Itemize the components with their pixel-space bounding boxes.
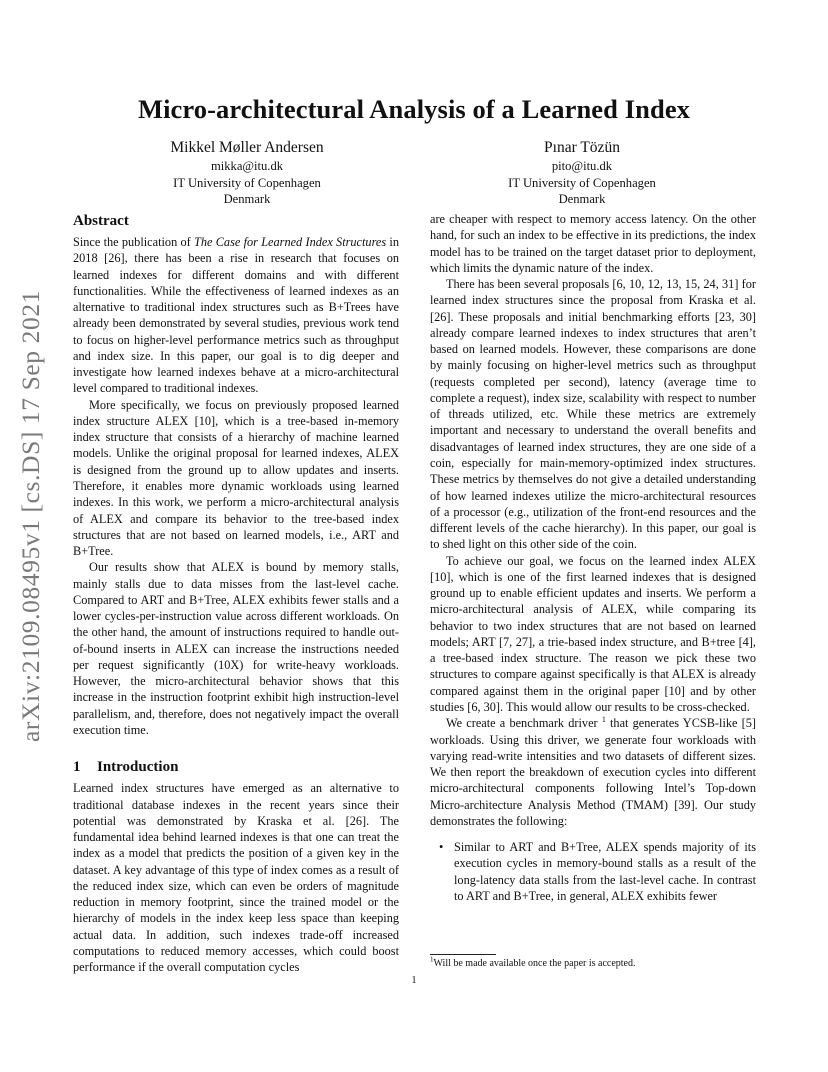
abstract-heading: Abstract [73, 213, 129, 229]
author-email: pito@itu.dk [551, 159, 613, 173]
abstract-paragraph-3: Our results show that ALEX is bound by memory stalls, mainly stalls due to data misses from the last-level cache. Compared to ART and B+Tree, ALEX exhibits fewer stalls and a lower cycles-per-instruction value across different workloads. On the other hand, the amount of instructions required to handle out-of-bound inserts in ALEX can increase the instructions needed per request significantly (10X) for write-heavy workloads. However, the micro-architectural behavior shows that this increase in the instruction footprint exhibit high instruction-level parallelism, and, therefore, does not negatively impact the overall execution time. [73, 560, 399, 737]
page-number: 1 [411, 975, 417, 986]
author-name: Mikkel Møller Andersen [170, 139, 324, 156]
intro-paragraph-1-continued: are cheaper with respect to memory access latency. On the other hand, for such an index to be effective in its predictions, the index model has to be trained on the target dataset prior to deployment, which limits the dynamic nature of the index. [430, 212, 756, 275]
list-item: • Similar to ART and B+Tree, ALEX spends majority of its execution cycles in memory-bound stalls as a result of the long-latency data stalls from the last-level cache. In contrast to ART and B+Tree, in general, ALEX exhibits fewer [439, 840, 756, 903]
intro-paragraph-4: We create a benchmark driver $^1$ that generates YCSB-like [5] workloads. Using this driver, we generate four workloads with varying read-write intensities and two datasets of different sizes. We then report the breakdown of execution cycles into different micro-architectural components following Intel’s Top-down Micro-architecture Analysis Method (TMAM) [39]. Our study demonstrates the following: [430, 715, 756, 828]
cited-paper-title: The Case for Learned Index Structures [194, 235, 387, 249]
right-column [430, 211, 756, 904]
section-title: Introduction [97, 759, 179, 776]
footnote-mark: 1 [601, 715, 606, 725]
abstract-paragraph-1: Since the publication of The Case for Learned Index Structures in 2018 [26], there has been a rise in research that focuses on learned indexes for different domains and with different functionalities. While the effectiveness of learned indexes as an alternative to traditional index structures such as B+Trees have already been demonstrated by several studies, previous work tend to focus on higher-level performance metrics such as throughput and index size. In this paper, our goal is to dig deeper and investigate how learned indexes behave at a micro-architectural level compared to traditional indexes. [73, 235, 399, 396]
footnote-number: 1 [430, 955, 434, 964]
author-block-2 [452, 138, 712, 208]
author-email: mikka@itu.dk [210, 159, 284, 173]
author-block-1 [117, 138, 377, 208]
intro-paragraph-3: To achieve our goal, we focus on the learned index ALEX [10], which is one of the first learned indexes that is designed ground up to enable efficient updates and inserts. We perform a micro-architectural analysis of ALEX, while comparing its behavior to two index structures that are not based on learned models; ART [7, 27], a trie-based index structure, and B+tree [4], a tree-based index structure. The reason we pick these two structures to compare against specifically is that ALEX is already compared against them in the original paper [10] and by other studies [6, 30]. This would allow our results to be cross-checked. [430, 553, 756, 714]
author-affiliation: IT University of Copenhagen [173, 175, 321, 190]
findings-list [430, 839, 756, 904]
author-country: Denmark [558, 192, 606, 206]
author-affiliation: IT University of Copenhagen [508, 175, 656, 190]
intro-paragraph-2: There has been several proposals [6, 10, 12, 13, 15, 24, 31] for learned index structures since the proposal from Kraska et al. [26]. These proposals and initial benchmarking efforts [23, 30] already compare learned indexes to index structures that aren’t based on learned models. However, these comparisons are done by mainly focusing on higher-level metrics such as throughput (requests completed per second), latency (average time to complete a request), index size, scalability with respect to number of threads utilized, etc. While these metrics are extremely important and necessary to understand the overall benefits and disadvantages of learned index structures, they are one side of a coin, especially for main-memory-optimized index structures. These metrics by themselves do not give a detailed understanding of how learned indexes utilize the micro-architectural resources of a processor (e.g., utilization of the front-end resources and the different levels of the cache hierarchy). In this paper, our goal is to shed light on this other side of the coin. [430, 277, 756, 552]
paper-title: Micro-architectural Analysis of a Learned Index [137, 94, 691, 124]
arxiv-identifier: arXiv:2109.08495v1 [cs.DS] 17 Sep 2021 [16, 289, 45, 742]
author-name: Pınar Tözün [544, 139, 620, 156]
left-column [73, 211, 399, 975]
author-country: Denmark [223, 192, 271, 206]
footnote: $^1$Will be made available once the paper is accepted. [430, 955, 636, 969]
intro-paragraph-1: Learned index structures have emerged as an alternative to traditional database indexes in the recent years since their potential was demonstrated by Kraska et al. [26]. The fundamental idea behind learned indexes is that one can treat the index as a model that predicts the position of a given key in the dataset. A key advantage of this type of index comes as a result of the reduced index size, which can even be orders of magnitude reduction in memory footprint, since the trained model or the hierarchy of models in the index keep less space than keeping actual data. In addition, such indexes trade-off increased computations to reduced memory accesses, which could boost performance if the overall computation cycles [73, 781, 399, 975]
section-heading-introduction [73, 757, 399, 777]
footnote-divider [430, 954, 496, 955]
bullet-icon: • [439, 840, 444, 855]
section-number: 1 [73, 759, 81, 776]
abstract-paragraph-2: More specifically, we focus on previously proposed learned index structure ALEX [10], which is a tree-based in-memory index structure that consists of a hierarchy of machine learned models. Unlike the original proposal for learned indexes, ALEX is designed from the ground up to allow updates and inserts. Therefore, it enables more dynamic workloads using learned indexes. In this work, we perform a micro-architectural analysis of ALEX and compare its behavior to the tree-based index structures that are not based on learned models, i.e., ART and B+Tree. [73, 397, 399, 559]
